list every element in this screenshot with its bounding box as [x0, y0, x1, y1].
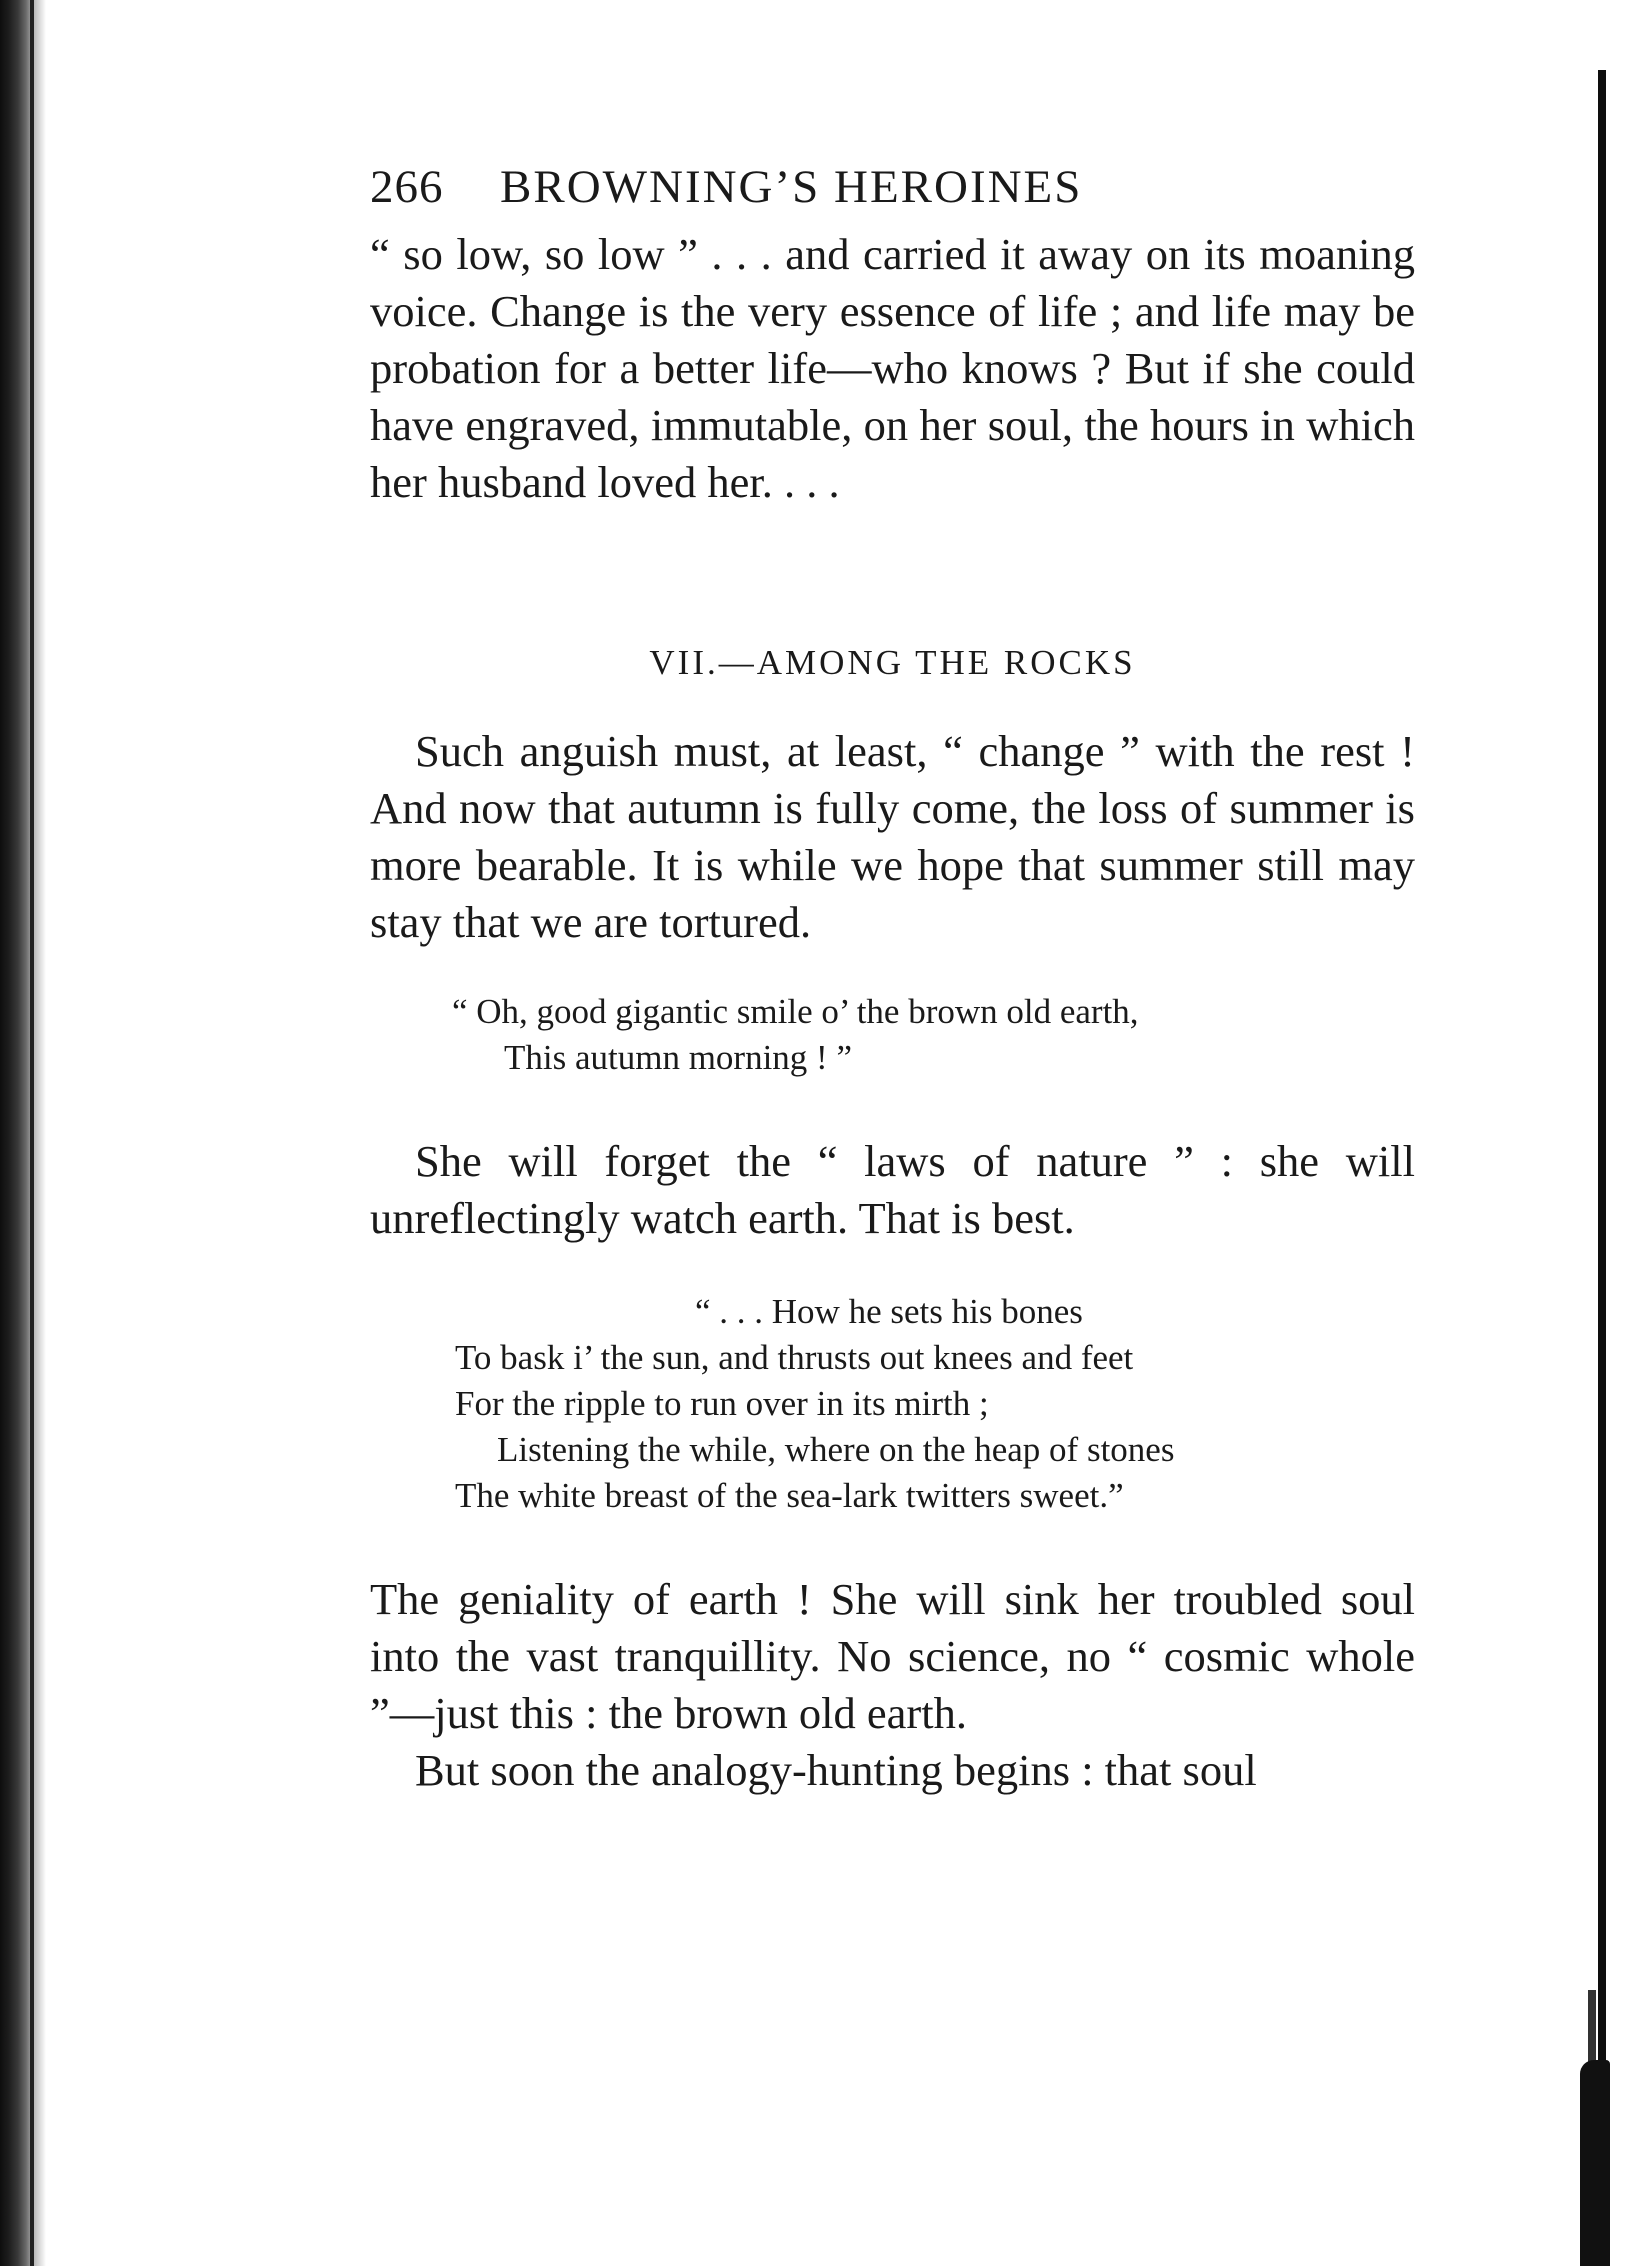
page-edge-shadow: [1588, 1990, 1596, 2070]
verse-quote-2: [370, 1289, 1415, 1519]
verse-line: To bask i’ the sun, and thrusts out knees and feet: [455, 1338, 1134, 1377]
page-edge-left: [0, 0, 46, 2266]
verse-line: “ . . . How he sets his bones: [695, 1292, 1083, 1331]
page-header: [370, 160, 1415, 220]
section-heading: VII.—AMONG THE ROCKS: [649, 643, 1136, 682]
page-number: 266: [370, 161, 444, 213]
paragraph-1: “ so low, so low ” . . . and carried it away on its moaning voice. Change is the very essence of life ; and life may be probation for a better life—who knows ? But if she could have engraved, immutable, on her soul, the hours in which her husband loved her. . . .: [370, 229, 1415, 507]
paragraph-4: The geniality of earth ! She will sink her troubled soul into the vast tranquillity. No science, no “ cosmic whole ”—just this : the brown old earth.: [370, 1574, 1415, 1738]
verse-line: “ Oh, good gigantic smile o’ the brown old earth,: [452, 992, 1139, 1031]
verse-line: Listening the while, where on the heap of stones: [497, 1430, 1175, 1469]
verse-line: For the ripple to run over in its mirth ;: [455, 1384, 989, 1423]
running-title: BROWNING’S HEROINES: [500, 161, 1083, 213]
verse-quote-1: [370, 989, 1415, 1081]
page-edge-right: [1598, 70, 1606, 2266]
page-edge-corner: [1580, 2060, 1610, 2266]
binding-line: [30, 0, 34, 2266]
paragraph-5: But soon the analogy-hunting begins : that soul: [415, 1745, 1257, 1795]
book-page: [370, 160, 1415, 1799]
verse-line: The white breast of the sea-lark twitters sweet.”: [455, 1476, 1124, 1515]
paragraph-2: Such anguish must, at least, “ change ” with the rest ! And now that autumn is fully come, the loss of summer is more bearable. It is while we hope that summer still may stay that we are tortured.: [370, 726, 1415, 947]
paragraph-3: She will forget the “ laws of nature ” : she will unreflectingly watch earth. That is best.: [370, 1136, 1415, 1243]
verse-line: This autumn morning ! ”: [504, 1038, 853, 1077]
